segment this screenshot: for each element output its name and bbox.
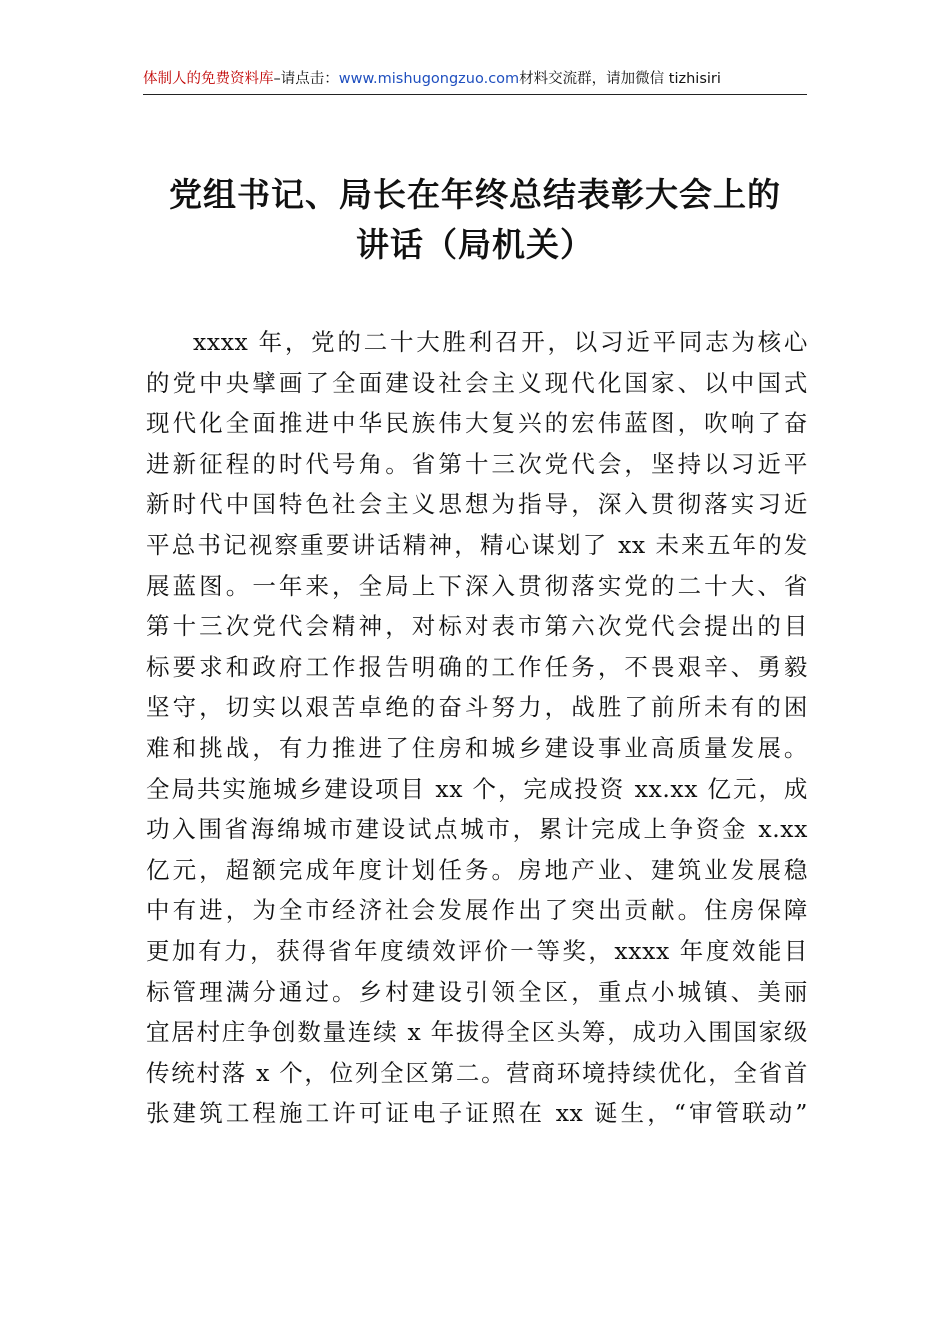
body-line: 宜居村庄争创数量连续 x 年拔得全区头筹，成功入围国家级 bbox=[146, 1018, 808, 1047]
title-line-2: 讲话（局机关） bbox=[356, 225, 594, 264]
body-line: 传统村落 x 个，位列全区第二。营商环境持续优化，全省首 bbox=[146, 1058, 808, 1087]
body-line: 第十三次党代会精神，对标对表市第六次党代会提出的目 bbox=[146, 612, 808, 641]
body-line: 标要求和政府工作报告明确的工作任务，不畏艰辛、勇毅 bbox=[146, 652, 808, 681]
title-line-1: 党组书记、局长在年终总结表彰大会上的 bbox=[169, 175, 781, 214]
header-wechat-note: 材料交流群，请加微信 tizhisiri bbox=[519, 71, 721, 87]
body-line: 展蓝图。一年来，全局上下深入贯彻落实党的二十大、省 bbox=[146, 571, 808, 600]
document-title bbox=[120, 170, 830, 270]
body-line: xxxx 年，党的二十大胜利召开，以习近平同志为核心 bbox=[193, 328, 808, 356]
body-text bbox=[146, 322, 808, 1134]
body-line: 坚守，切实以艰苦卓绝的奋斗努力，战胜了前所未有的困 bbox=[146, 693, 808, 722]
body-line: 的党中央擘画了全面建设社会主义现代化国家、以中国式 bbox=[146, 368, 808, 397]
body-line: 中有进，为全市经济社会发展作出了突出贡献。住房保障 bbox=[146, 896, 808, 925]
body-line: 难和挑战，有力推进了住房和城乡建设事业高质量发展。 bbox=[146, 733, 808, 762]
body-line: 亿元，超额完成年度计划任务。房地产业、建筑业发展稳 bbox=[146, 855, 808, 884]
page-header bbox=[143, 66, 807, 95]
header-prompt: –请点击： bbox=[273, 71, 339, 87]
header-brand: 体制人的免费资料库 bbox=[143, 71, 274, 87]
header-url-link[interactable]: www.mishugongzuo.com bbox=[338, 71, 520, 87]
body-line: 进新征程的时代号角。省第十三次党代会，坚持以习近平 bbox=[146, 449, 808, 478]
body-line: 现代化全面推进中华民族伟大复兴的宏伟蓝图，吹响了奋 bbox=[146, 409, 808, 438]
body-line: 平总书记视察重要讲话精神，精心谋划了 xx 未来五年的发 bbox=[146, 530, 808, 559]
body-line: 更加有力，获得省年度绩效评价一等奖，xxxx 年度效能目 bbox=[146, 936, 808, 965]
body-line: 标管理满分通过。乡村建设引领全区，重点小城镇、美丽 bbox=[146, 977, 808, 1006]
body-line: 全局共实施城乡建设项目 xx 个，完成投资 xx.xx 亿元，成 bbox=[146, 774, 808, 803]
body-line: 功入围省海绵城市建设试点城市，累计完成上争资金 x.xx bbox=[146, 815, 808, 844]
body-line: 新时代中国特色社会主义思想为指导，深入贯彻落实习近 bbox=[146, 490, 808, 519]
body-line: 张建筑工程施工许可证电子证照在 xx 诞生，“审管联动” bbox=[146, 1099, 808, 1128]
